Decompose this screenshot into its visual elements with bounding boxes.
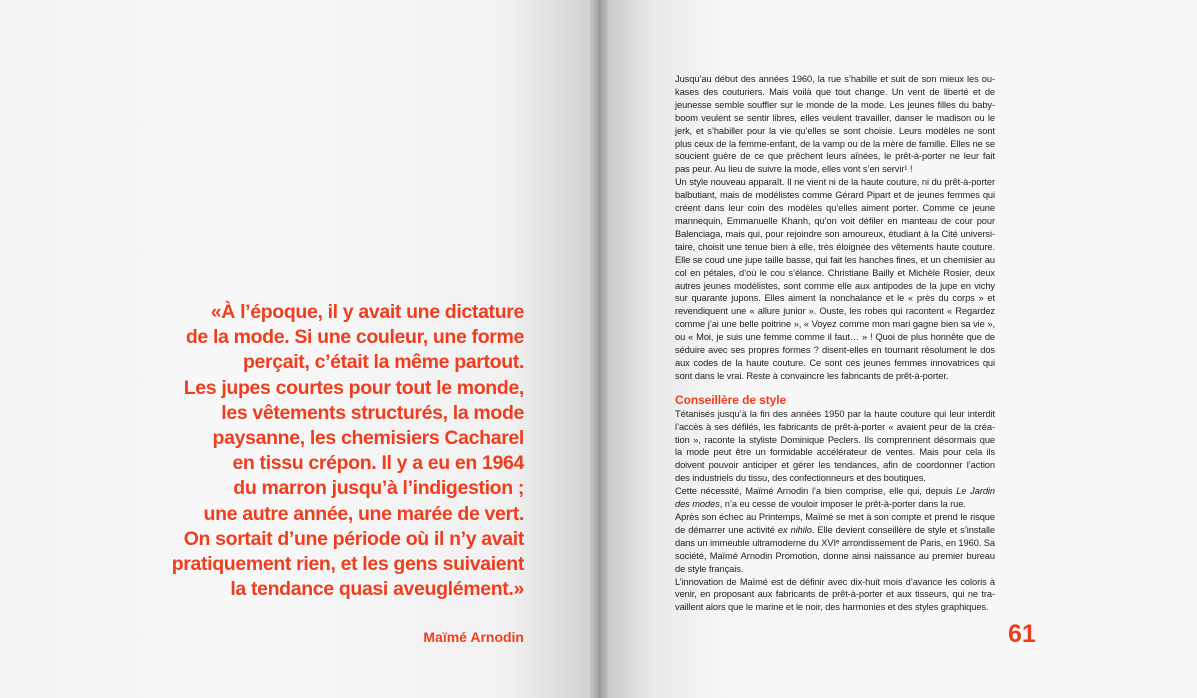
text-line: Un style nouveau apparaît. Il ne vient ni de la haute couture, ni du prêt-à-porter <box>675 177 995 188</box>
text-run: de démarrer une activité <box>675 524 778 535</box>
italic-title: des modes <box>675 499 720 510</box>
text-run: , n’a eu cesse de vouloir imposer le prêt-à-porter dans la rue. <box>719 499 966 510</box>
text-line: créent dans leur coin des modèles qu’elles aiment porter. Comme ce jeune <box>675 203 995 214</box>
pull-quote-line: la tendance quasi aveuglément.» <box>230 578 524 601</box>
text-line: taire, choisit une tenue bien à elle, très éloignée des vêtements haute couture. <box>675 241 995 252</box>
text-line: balbutiant, mais de modélistes comme Gérard Pipart et de jeunes femmes qui <box>675 190 995 201</box>
text-line: société, Maïmé Arnodin Promotion, donne ainsi naissance au premier bureau <box>675 550 995 561</box>
book-gutter <box>590 0 608 698</box>
text-line: Jusqu’au début des années 1960, la rue s’habille et suit de son mieux les ou- <box>675 74 995 84</box>
section-heading: Conseillère de style <box>675 392 787 407</box>
text-run: Cette nécessité, Maïmé Arnodin l’a bien comprise, elle qui, depuis <box>675 486 957 497</box>
pull-quote-line: de la mode. Si une couleur, une forme <box>185 326 524 349</box>
text-line: L’innovation de Maïmé est de définir avec dix-huit mois d’avance les coloris à <box>675 576 995 587</box>
italic-title: Le Jardin <box>956 486 995 497</box>
text-line: pas peur. Au lieu de suivre la mode, elles vont s’en servir¹ ! <box>675 164 913 175</box>
text-line: de style français. <box>675 563 744 574</box>
text-line: la mode peut être un formidable accélérateur de ventes. Mais pour cela ils <box>675 447 995 458</box>
text-line: soucient guère de ce que prêchent leurs aînées, le prêt-à-porter ne leur fait <box>675 151 995 162</box>
pull-quote-line: les vêtements structurés, la mode <box>221 401 524 424</box>
text-line: dans un immeuble ultramoderne du XVIᵉ arrondissement de Paris, en 1960. Sa <box>675 537 996 548</box>
text-line: l’accès à ses défilés, les fabricants de prêt-à-porter « avaient peur de la créa- <box>675 421 995 432</box>
pull-quote-line: «À l’époque, il y avait une dictature <box>210 301 524 323</box>
text-line: mannequin, Emmanuelle Khanh, qu’on voit défiler en manteau de cour pour <box>675 215 995 226</box>
text-line: jerk, et s’habiller pour la vie qu’elles se sont choisie. Leurs modèles ne sont <box>675 125 995 136</box>
text-line: vaillent alors que le marine et le noir, des harmonies et des styles graphiques. <box>675 602 989 613</box>
pull-quote-line: paysanne, les chemisiers Cacharel <box>212 427 524 450</box>
text-line: plus ceux de la femme-enfant, de la vamp ou de la mère de famille. Elles ne se <box>675 138 995 149</box>
page-number: 61 <box>1008 620 1036 648</box>
text-line: des industriels du tissu, des confectionneurs et des boutiques. <box>675 473 926 484</box>
text-run: . Elle devient conseillère de style et s’installe <box>811 524 996 535</box>
text-line: aux codes de la haute couture. Ce sont ces jeunes femmes innovatrices qui <box>675 357 995 368</box>
text-line: séduire avec ses propres formes ? disent-elles en tournant résolument le dos <box>675 345 995 356</box>
text-line <box>675 498 995 511</box>
text-line: Balenciaga, mais qui, pour rejoindre son amoureux, étudiant à la Cité universi- <box>675 228 995 239</box>
text-line: sont dans le vrai. Reste à convaincre les fabricants de prêt-à-porter. <box>675 370 949 381</box>
text-line: ou « Moi, je suis une femme comme il faut… » ! Quoi de plus honnête que de <box>675 332 995 343</box>
text-line: doivent pouvoir anticiper et gérer les tendances, afin de coordonner l’action <box>675 460 995 471</box>
quote-author: Maïmé Arnodin <box>423 629 524 645</box>
text-line: autres jeunes modélistes, sont comme elle aux antipodes de la jupe en vichy <box>675 280 995 291</box>
text-line: jeunesse semble souffler sur le monde de la mode. Les jeunes filles du baby- <box>675 99 995 110</box>
text-line: kases des couturiers. Mais voilà que tout change. Un vent de liberté et de <box>675 86 995 97</box>
pull-quote-line: Les jupes courtes pour tout le monde, <box>183 376 524 399</box>
body-text <box>675 73 995 614</box>
pull-quote-line: pratiquement rien, et les gens suivaient <box>171 553 524 576</box>
pull-quote <box>140 300 524 602</box>
pull-quote-line: du marron jusqu’à l’indigestion ; <box>233 477 524 500</box>
pull-quote-line: perçait, c’était la même partout. <box>242 351 524 374</box>
text-line <box>675 485 995 498</box>
text-line: revendiquent une « allure junior ». Ouste, les robes qui racontent « Regardez <box>675 306 995 317</box>
italic-phrase: ex nihilo <box>777 524 812 535</box>
text-line: sur quarante jupons. Elles aiment la nonchalance et le « près du corps » et <box>675 293 995 304</box>
text-line: Après son échec au Printemps, Maïmé se met à son compte et prend le risque <box>675 512 995 522</box>
pull-quote-line: On sortait d’une période où il n’y avait <box>183 527 524 550</box>
pull-quote-line: en tissu crépon. Il y a eu en 1964 <box>232 452 524 475</box>
text-line: boom veulent se sentir libres, elles veulent travailler, danser le madison ou le <box>675 112 995 123</box>
text-line: Elle se coud une jupe taille basse, qui fait les hanches fines, et un chemisier au <box>675 254 995 265</box>
text-line: venir, en proposant aux fabricants de prêt-à-porter et aux tisseurs, qui ne tra- <box>675 589 995 600</box>
text-line: Tétanisés jusqu’à la fin des années 1950 par la haute couture qui leur interdit <box>675 408 995 419</box>
text-line: tion », raconte la styliste Dominique Peclers. Ils comprennent désormais que <box>675 434 995 445</box>
text-line: comme j’ai une belle poitrine », « Voyez comme mon mari gagne bien sa vie », <box>675 319 995 330</box>
pull-quote-line: une autre année, une marée de vert. <box>203 502 524 525</box>
text-line <box>675 524 995 537</box>
text-line: col en pétales, d’où le cou s’élance. Christiane Bailly et Michèle Rosier, deux <box>675 267 995 278</box>
